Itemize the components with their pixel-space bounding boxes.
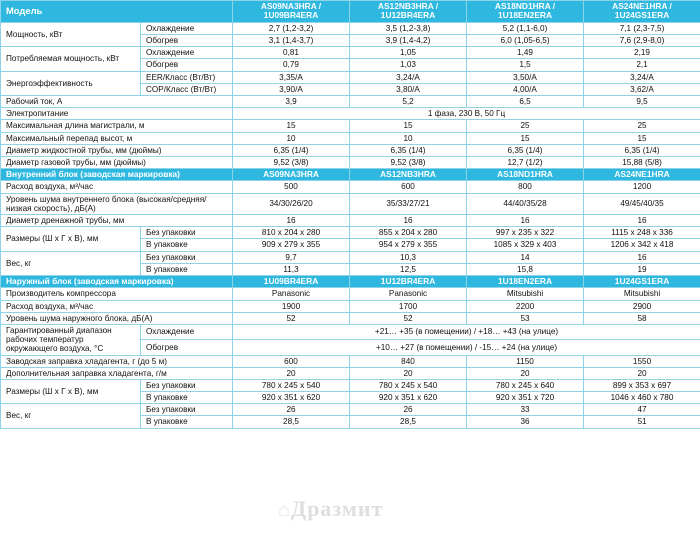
cell: 780 х 245 х 540 bbox=[350, 379, 467, 391]
row-label-max-line: Максимальная длина магистрали, м bbox=[1, 120, 233, 132]
indoor-model-3: AS18ND1HRA bbox=[467, 169, 584, 181]
sub-label-cooling: Охлаждение bbox=[141, 324, 233, 339]
cell-temp-cooling: +21… +35 (в помещении) / +18… +43 (на улице) bbox=[233, 324, 700, 339]
cell: 1,05 bbox=[350, 47, 467, 59]
sub-label-unpacked: Без упаковки bbox=[141, 227, 233, 239]
sub-label-unpacked: Без упаковки bbox=[141, 251, 233, 263]
model-col-2: AS12NB3HRA / 1U12BR4ERA bbox=[350, 1, 467, 23]
cell: Mitsubishi bbox=[467, 288, 584, 300]
cell: 10,3 bbox=[350, 251, 467, 263]
cell: 3,9 (1,4-4,2) bbox=[350, 35, 467, 47]
cell: 44/40/35/28 bbox=[467, 193, 584, 214]
cell: 19 bbox=[584, 263, 700, 275]
sub-label-packed: В упаковке bbox=[141, 392, 233, 404]
cell: 15 bbox=[467, 132, 584, 144]
cell: 16 bbox=[350, 215, 467, 227]
cell: 6,0 (1,05-6,5) bbox=[467, 35, 584, 47]
cell: 810 х 204 х 280 bbox=[233, 227, 350, 239]
cell: 15,88 (5/8) bbox=[584, 156, 700, 168]
cell: 920 х 351 х 720 bbox=[467, 392, 584, 404]
cell: 2,1 bbox=[584, 59, 700, 71]
sub-label-heating: Обогрев bbox=[141, 340, 233, 355]
table-row bbox=[1, 193, 700, 214]
cell: 9,7 bbox=[233, 251, 350, 263]
cell: 2200 bbox=[467, 300, 584, 312]
cell: 2,19 bbox=[584, 47, 700, 59]
cell: 0,81 bbox=[233, 47, 350, 59]
outdoor-model-1: 1U09BR4ERA bbox=[233, 275, 350, 287]
cell: 600 bbox=[350, 181, 467, 193]
cell: 1,03 bbox=[350, 59, 467, 71]
table-row bbox=[1, 367, 700, 379]
table-row bbox=[1, 22, 700, 34]
cell: 909 х 279 х 355 bbox=[233, 239, 350, 251]
indoor-model-4: AS24NE1HRA bbox=[584, 169, 700, 181]
cell: 5,2 (1,1-6,0) bbox=[467, 22, 584, 34]
table-row bbox=[1, 47, 700, 59]
sub-label-cop: COP/Класс (Вт/Вт) bbox=[141, 83, 233, 95]
cell: 26 bbox=[350, 404, 467, 416]
cell: 28,5 bbox=[233, 416, 350, 428]
table-row bbox=[1, 95, 700, 107]
sub-label-cooling: Охлаждение bbox=[141, 22, 233, 34]
cell: 15,8 bbox=[467, 263, 584, 275]
cell: 6,35 (1/4) bbox=[233, 144, 350, 156]
cell: 840 bbox=[350, 355, 467, 367]
table-row bbox=[1, 120, 700, 132]
row-label-consumption: Потребляемая мощность, кВт bbox=[1, 47, 141, 71]
cell: 600 bbox=[233, 355, 350, 367]
cell: 12,7 (1/2) bbox=[467, 156, 584, 168]
cell: 26 bbox=[233, 404, 350, 416]
table-row bbox=[1, 181, 700, 193]
cell: 16 bbox=[584, 215, 700, 227]
model-col-1: AS09NA3HRA / 1U09BR4ERA bbox=[233, 1, 350, 23]
table-row bbox=[1, 215, 700, 227]
table-row bbox=[1, 251, 700, 263]
cell: 33 bbox=[467, 404, 584, 416]
table-row bbox=[1, 324, 700, 339]
row-label-indoor-noise: Уровень шума внутреннего блока (высокая/средняя/низкая скорость), дБ(А) bbox=[1, 193, 233, 214]
cell: 3,35/A bbox=[233, 71, 350, 83]
cell: 6,35 (1/4) bbox=[350, 144, 467, 156]
cell: 920 х 351 х 620 bbox=[233, 392, 350, 404]
outdoor-model-2: 1U12BR4ERA bbox=[350, 275, 467, 287]
cell: 10 bbox=[350, 132, 467, 144]
cell: 780 х 245 х 640 bbox=[467, 379, 584, 391]
cell: 780 х 245 х 540 bbox=[233, 379, 350, 391]
cell: 15 bbox=[233, 120, 350, 132]
cell: 1700 bbox=[350, 300, 467, 312]
sub-label-packed: В упаковке bbox=[141, 239, 233, 251]
cell: 3,5 (1,2-3,8) bbox=[350, 22, 467, 34]
sub-label-eer: EER/Класс (Вт/Вт) bbox=[141, 71, 233, 83]
row-label-indoor-weight: Вес, кг bbox=[1, 251, 141, 275]
cell: 3,90/A bbox=[233, 83, 350, 95]
cell: 1085 х 329 х 403 bbox=[467, 239, 584, 251]
row-label-indoor-airflow: Расход воздуха, м³/час bbox=[1, 181, 233, 193]
cell: 2,7 (1,2-3,2) bbox=[233, 22, 350, 34]
watermark bbox=[278, 496, 383, 522]
indoor-model-2: AS12NB3HRA bbox=[350, 169, 467, 181]
watermark-text: Дразмит bbox=[291, 496, 384, 521]
cell: 6,35 (1/4) bbox=[584, 144, 700, 156]
cell: 800 bbox=[467, 181, 584, 193]
table-row bbox=[1, 288, 700, 300]
outdoor-model-3: 1U18EN2ERA bbox=[467, 275, 584, 287]
cell: Panasonic bbox=[350, 288, 467, 300]
sub-label-unpacked: Без упаковки bbox=[141, 379, 233, 391]
cell: 1900 bbox=[233, 300, 350, 312]
cell: 14 bbox=[467, 251, 584, 263]
table-row bbox=[1, 312, 700, 324]
cell: 3,9 bbox=[233, 95, 350, 107]
cell: 1,49 bbox=[467, 47, 584, 59]
section-title-indoor: Внутренний блок (заводская маркировка) bbox=[1, 169, 233, 181]
cell: Mitsubishi bbox=[584, 288, 700, 300]
sub-label-heating: Обогрев bbox=[141, 59, 233, 71]
cell: 3,62/A bbox=[584, 83, 700, 95]
table-row bbox=[1, 144, 700, 156]
cell: 3,1 (1,4-3,7) bbox=[233, 35, 350, 47]
table-row bbox=[1, 71, 700, 83]
cell: Panasonic bbox=[233, 288, 350, 300]
row-label-temp-range: Гарантированный диапазон рабочих температур окружающего воздуха, °C bbox=[1, 324, 141, 355]
cell-power-supply: 1 фаза, 230 В, 50 Гц bbox=[233, 108, 700, 120]
cell: 6,35 (1/4) bbox=[467, 144, 584, 156]
cell: 1150 bbox=[467, 355, 584, 367]
cell: 12,5 bbox=[350, 263, 467, 275]
cell: 20 bbox=[350, 367, 467, 379]
cell: 4,00/A bbox=[467, 83, 584, 95]
cell: 3,50/A bbox=[467, 71, 584, 83]
cell: 16 bbox=[584, 251, 700, 263]
table-row bbox=[1, 300, 700, 312]
cell: 47 bbox=[584, 404, 700, 416]
cell: 20 bbox=[584, 367, 700, 379]
cell: 52 bbox=[350, 312, 467, 324]
row-label-outdoor-airflow: Расход воздуха, м³/час bbox=[1, 300, 233, 312]
cell: 1,5 bbox=[467, 59, 584, 71]
table-row bbox=[1, 132, 700, 144]
row-label-outdoor-dims: Размеры (Ш х Г х В), мм bbox=[1, 379, 141, 403]
row-label-factory-charge: Заводская заправка хладагента, г (до 5 м) bbox=[1, 355, 233, 367]
sub-label-cooling: Охлаждение bbox=[141, 47, 233, 59]
cell: 1206 х 342 х 418 bbox=[584, 239, 700, 251]
table-row bbox=[1, 379, 700, 391]
sub-label-packed: В упаковке bbox=[141, 263, 233, 275]
cell: 954 х 279 х 355 bbox=[350, 239, 467, 251]
cell: 3,24/A bbox=[584, 71, 700, 83]
table-row bbox=[1, 404, 700, 416]
row-label-supply: Электропитание bbox=[1, 108, 233, 120]
cell: 11,3 bbox=[233, 263, 350, 275]
row-label-max-height: Максимальный перепад высот, м bbox=[1, 132, 233, 144]
cell: 920 х 351 х 620 bbox=[350, 392, 467, 404]
cell: 1046 х 460 х 780 bbox=[584, 392, 700, 404]
cell: 899 х 353 х 697 bbox=[584, 379, 700, 391]
cell: 997 х 235 х 322 bbox=[467, 227, 584, 239]
cell: 25 bbox=[584, 120, 700, 132]
cell: 20 bbox=[467, 367, 584, 379]
row-label-drain-pipe: Диаметр дренажной трубы, мм bbox=[1, 215, 233, 227]
cell: 0,79 bbox=[233, 59, 350, 71]
cell: 49/45/40/35 bbox=[584, 193, 700, 214]
cell: 52 bbox=[233, 312, 350, 324]
cell: 3,24/A bbox=[350, 71, 467, 83]
row-label-gas-pipe: Диаметр газовой трубы, мм (дюймы) bbox=[1, 156, 233, 168]
cell: 28,5 bbox=[350, 416, 467, 428]
row-label-outdoor-weight: Вес, кг bbox=[1, 404, 141, 428]
cell: 10 bbox=[233, 132, 350, 144]
cell: 9,5 bbox=[584, 95, 700, 107]
cell: 35/33/27/21 bbox=[350, 193, 467, 214]
section-header-outdoor bbox=[1, 275, 700, 287]
section-title-outdoor: Наружный блок (заводская маркировка) bbox=[1, 275, 233, 287]
cell: 1115 х 248 х 336 bbox=[584, 227, 700, 239]
cell: 16 bbox=[467, 215, 584, 227]
cell: 51 bbox=[584, 416, 700, 428]
cell: 15 bbox=[584, 132, 700, 144]
cell: 7,6 (2,9-8,0) bbox=[584, 35, 700, 47]
indoor-model-1: AS09NA3HRA bbox=[233, 169, 350, 181]
row-label-outdoor-noise: Уровень шума наружного блока, дБ(А) bbox=[1, 312, 233, 324]
table-row bbox=[1, 156, 700, 168]
cell-temp-heating: +10… +27 (в помещении) / -15… +24 (на улице) bbox=[233, 340, 700, 355]
table-row bbox=[1, 108, 700, 120]
row-label-extra-charge: Дополнительная заправка хладагента, г/м bbox=[1, 367, 233, 379]
row-label-power: Мощность, кВт bbox=[1, 22, 141, 46]
model-header: Модель bbox=[1, 1, 233, 23]
cell: 7,1 (2,3-7,5) bbox=[584, 22, 700, 34]
table-row bbox=[1, 227, 700, 239]
section-header-indoor bbox=[1, 169, 700, 181]
model-col-4: AS24NE1HRA / 1U24GS1ERA bbox=[584, 1, 700, 23]
cell: 53 bbox=[467, 312, 584, 324]
row-label-current: Рабочий ток, А bbox=[1, 95, 233, 107]
watermark-icon: ⌂ bbox=[278, 499, 292, 521]
model-col-3: AS18ND1HRA / 1U18EN2ERA bbox=[467, 1, 584, 23]
cell: 16 bbox=[233, 215, 350, 227]
cell: 2900 bbox=[584, 300, 700, 312]
cell: 855 х 204 х 280 bbox=[350, 227, 467, 239]
sub-label-heating: Обогрев bbox=[141, 35, 233, 47]
cell: 6,5 bbox=[467, 95, 584, 107]
cell: 1550 bbox=[584, 355, 700, 367]
row-label-compressor: Производитель компрессора bbox=[1, 288, 233, 300]
cell: 20 bbox=[233, 367, 350, 379]
cell: 5,2 bbox=[350, 95, 467, 107]
outdoor-model-4: 1U24GS1ERA bbox=[584, 275, 700, 287]
cell: 500 bbox=[233, 181, 350, 193]
cell: 15 bbox=[350, 120, 467, 132]
cell: 9,52 (3/8) bbox=[350, 156, 467, 168]
row-label-indoor-dims: Размеры (Ш х Г х В), мм bbox=[1, 227, 141, 251]
row-label-efficiency: Энергоэффективность bbox=[1, 71, 141, 95]
cell: 34/30/26/20 bbox=[233, 193, 350, 214]
sub-label-packed: В упаковке bbox=[141, 416, 233, 428]
cell: 1200 bbox=[584, 181, 700, 193]
cell: 3,80/A bbox=[350, 83, 467, 95]
row-label-liquid-pipe: Диаметр жидкостной трубы, мм (дюймы) bbox=[1, 144, 233, 156]
cell: 36 bbox=[467, 416, 584, 428]
sub-label-unpacked: Без упаковки bbox=[141, 404, 233, 416]
cell: 58 bbox=[584, 312, 700, 324]
cell: 25 bbox=[467, 120, 584, 132]
table-row bbox=[1, 355, 700, 367]
cell: 9,52 (3/8) bbox=[233, 156, 350, 168]
